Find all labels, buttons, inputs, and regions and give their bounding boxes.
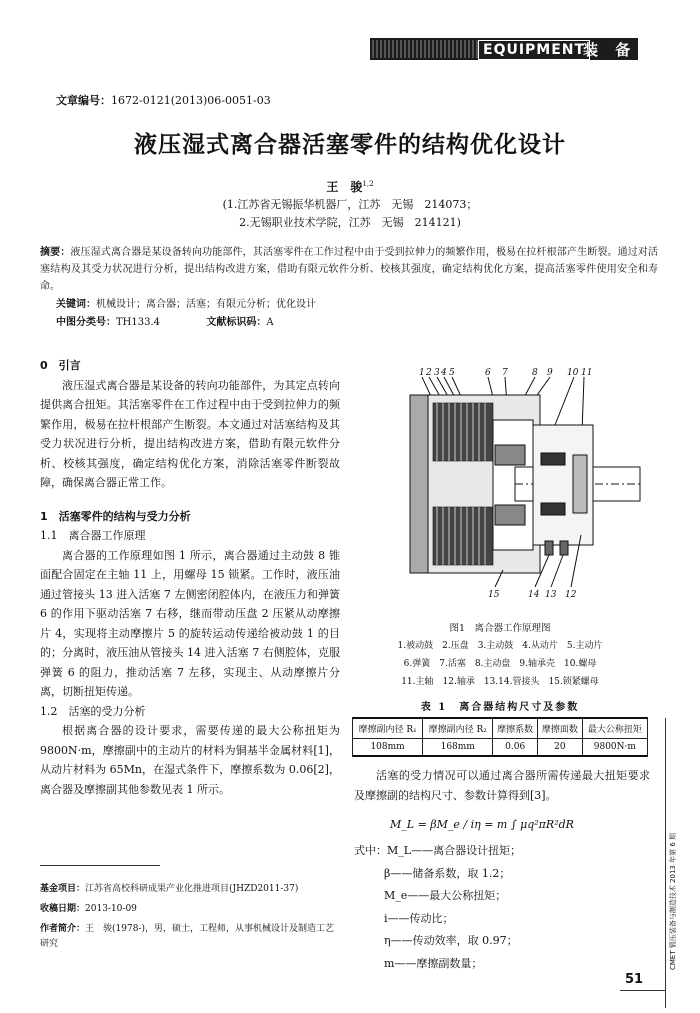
section-0-title: 0 引言 <box>40 359 81 372</box>
side-rule <box>665 718 666 1008</box>
left-column <box>40 356 340 799</box>
fig-label-15: 15 <box>488 590 500 600</box>
figure-legend-2: 6.弹簧 7.活塞 8.主动盘 9.轴承壳 10.螺母 <box>403 659 597 669</box>
table-cell: 0.06 <box>493 739 538 757</box>
fig-label-3: 3 <box>434 368 440 378</box>
fig-label-2: 2 <box>426 368 432 378</box>
section-1-title: 1 活塞零件的结构与受力分析 <box>40 509 191 523</box>
table-row <box>353 739 648 757</box>
fig-label-4: 4 <box>441 368 447 378</box>
def-line: M_e——最大公称扭矩； <box>384 889 507 902</box>
def-line: m——摩擦副数量； <box>384 956 483 970</box>
parameter-table <box>352 717 648 757</box>
figure-legend-1: 1.被动鼓 2.压盘 3.主动鼓 4.从动片 5.主动片 <box>397 641 603 651</box>
abstract: 摘要：液压湿式离合器是某设备转向功能部件，其活塞零件在工作过程中由于受到拉伸力的频繁作用，极易在拉杆根部产生断裂。通过对活塞结构及其受力状况进行分析，提出结构改进方案，借助有限元软件分析、校核其强度，确定结构优化方案，提高活塞零件使用安全和寿命。 <box>40 247 659 292</box>
def-line: η——传动效率，取 0.97； <box>384 934 518 947</box>
section-1-2-title: 1.2 活塞的受力分析 <box>40 704 146 718</box>
header-cn: 装 备 <box>583 41 637 59</box>
table-header: 摩擦副内径 R₁ <box>353 718 423 739</box>
classification: 中图分类号：TH133.4 文献标识码：A <box>56 317 274 328</box>
section-1-1-text: 离合器的工作原理如图 1 所示，离合器通过主动鼓 8 锥面配合固定在主轴 11 上，用螺母 15 锁紧。工作时，液压油通过管接头 13 进入活塞 7 左侧密闭腔体内，在液压力和弹簧 6 的作用下驱动活塞 7 右移，继而带动压盘 2 压紧从动摩擦片 4，实现将主动摩擦片 5 的旋转运动传递给被动鼓 1 的目的；分离时，液压油从管接头 14 进入活塞 7 右侧腔体，克服弹簧 6 的阻力，推动活塞 7 左移，实现主、从动摩擦片分离，切断扭矩传递。 <box>40 548 340 698</box>
page-number: 51 <box>625 972 644 987</box>
table-cell: 108mm <box>353 739 423 757</box>
fig-label-8: 8 <box>532 368 538 378</box>
footnote-date: 收稿日期：2013-10-09 <box>40 904 137 914</box>
figure-1-clutch-diagram <box>355 365 645 615</box>
right-text: 活塞的受力情况可以通过离合器所需传递最大扭矩要求及摩擦副的结构尺寸、参数计算得到[3]。 <box>354 769 650 802</box>
formula-definitions <box>354 840 521 975</box>
table-header: 摩擦系数 <box>493 718 538 739</box>
fig-label-13: 13 <box>545 590 557 600</box>
fig-label-12: 12 <box>565 590 577 600</box>
keywords: 关键词：机械设计；离合器；活塞；有限元分析；优化设计 <box>56 299 316 310</box>
paper-title: 液压湿式离合器活塞零件的结构优化设计 <box>134 132 566 158</box>
fig-label-11: 11 <box>581 368 593 378</box>
section-0-text: 液压湿式离合器是某设备的转向功能部件，为其定点转向提供离合扭矩。其活塞零件在工作过程中由于受到拉伸力的频繁作用，极易在拉杆根部产生断裂。本文通过对活塞结构及其受力状况进行分析，提出结构改进方案，借助有限元软件分析、校核其强度，确定结构优化方案，消除活塞零件断裂故障，确保离合器正常工作。 <box>40 378 340 489</box>
fig-label-14: 14 <box>528 590 540 600</box>
journal-side-text: CMET 锻压装备与制造技术 2013 年第 6 期 <box>669 832 677 970</box>
table-header-row <box>353 718 648 739</box>
fig-label-5: 5 <box>449 368 455 378</box>
table-cell: 168mm <box>423 739 493 757</box>
footnote-rule <box>40 865 160 866</box>
article-number: 文章编号：1672-0121(2013)06-0051-03 <box>56 94 271 107</box>
affiliation-1: (1.江苏省无锡振华机器厂，江苏 无锡 214073； <box>222 198 478 211</box>
header-pattern <box>372 40 492 58</box>
table-cell: 9800N·m <box>582 739 647 757</box>
section-1-1-title: 1.1 离合器工作原理 <box>40 529 146 542</box>
footnote-author: 作者简介：王 骏(1978-)，男，硕士，工程师，从事机械设计及制造工艺研究 <box>40 924 334 949</box>
author: 王 骏$^{1,2}$ <box>326 180 374 194</box>
section-1-2-text: 根据离合器的设计要求，需要传递的最大公称扭矩为 9800N·m，摩擦副中的主动片的材料为铜基半金属材料[1]，从动片材料为 65Mn，在湿式条件下，摩擦系数为 0.06[2]，离合器及摩擦副其他参数见表 1 所示。 <box>40 724 340 796</box>
table-cell: 20 <box>538 739 583 757</box>
figure-legend-3: 11.主轴 12.轴承 13.14.管接头 15.锁紧螺母 <box>401 677 599 687</box>
affiliation-2: 2.无锡职业技术学院，江苏 无锡 214121) <box>239 216 461 229</box>
header-en: EQUIPMENT <box>478 40 590 60</box>
torque-formula: M_L = βM_e / iη = m ∫ μq²πR²dR <box>390 818 574 831</box>
figure-caption: 图1 离合器工作原理图 <box>449 623 551 634</box>
fig-label-10: 10 <box>567 368 579 378</box>
def-line: i——传动比； <box>384 911 454 925</box>
table-header: 摩擦副内径 R₂ <box>423 718 493 739</box>
fig-label-9: 9 <box>547 368 553 378</box>
fig-label-7: 7 <box>502 368 508 378</box>
fig-label-1: 1 <box>419 368 425 378</box>
table-header: 最大公称扭矩 <box>582 718 647 739</box>
fig-label-6: 6 <box>485 368 491 378</box>
page-number-rule <box>620 990 665 991</box>
table-header: 摩擦面数 <box>538 718 583 739</box>
def-line: β——储备系数，取 1.2； <box>384 866 511 880</box>
footnote-fund: 基金项目：江苏省高校科研成果产业化推进项目(JHZD2011-37) <box>40 884 299 894</box>
def-line: 式中：M_L——离合器设计扭矩； <box>354 844 522 857</box>
table-title: 表 1 离合器结构尺寸及参数 <box>420 702 580 713</box>
